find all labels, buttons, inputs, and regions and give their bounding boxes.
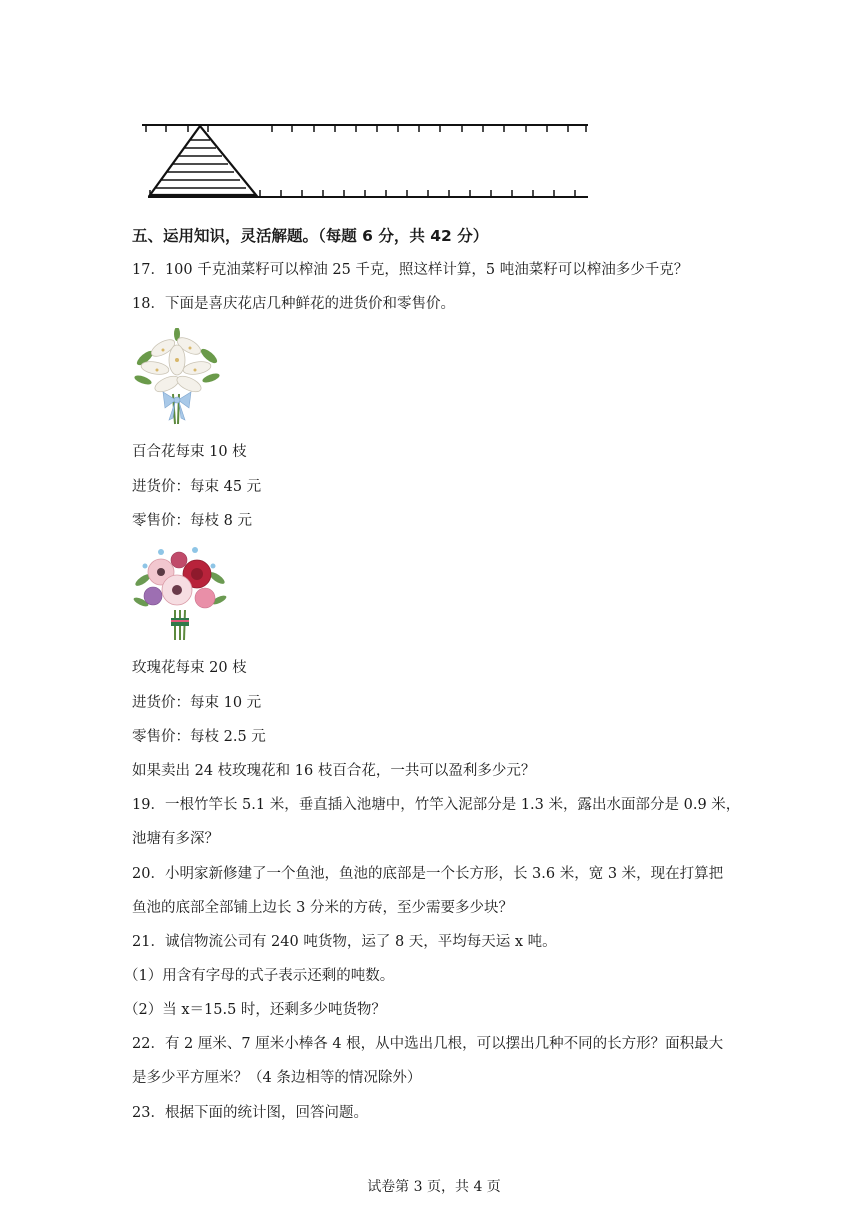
question-18-question: 如果卖出 24 枝玫瑰花和 16 枝百合花，一共可以盈利多少元？: [132, 763, 536, 779]
question-21-part2: （2）当 x＝15.5 时，还剩多少吨货物？: [124, 1002, 386, 1018]
top-rail-ticks: [146, 125, 586, 132]
lily-bouquet-image: [133, 328, 221, 428]
lily-bundle-text: 百合花每束 10 枝: [132, 444, 247, 460]
question-21-part1: （1）用含有字母的式子表示还剩的吨数。: [124, 968, 395, 984]
question-20-line1: 20．小明家新修建了一个鱼池，鱼池的底部是一个长方形，长 3.6 米，宽 3 米，现在打算把: [132, 866, 724, 882]
question-19-line1: 19．一根竹竿长 5.1 米，垂直插入池塘中，竹竿入泥部分是 1.3 米，露出水面部分是 0.9 米，: [132, 797, 741, 813]
rose-bundle-text: 玫瑰花每束 20 枝: [132, 660, 247, 676]
triangle-hatch-lines: [156, 140, 246, 188]
question-23: 23．根据下面的统计图，回答问题。: [132, 1105, 368, 1121]
question-20-line2: 鱼池的底部全部铺上边长 3 分米的方砖，至少需要多少块？: [132, 900, 513, 916]
question-18-stem: 18．下面是喜庆花店几种鲜花的进货价和零售价。: [132, 296, 455, 312]
rose-retail-text: 零售价：每枝 2.5 元: [132, 729, 266, 745]
question-22-line1: 22．有 2 厘米、7 厘米小棒各 4 根，从中选出几根，可以摆出几种不同的长方形？面积最大: [132, 1036, 724, 1052]
question-19-line2: 池塘有多深？: [132, 831, 219, 847]
page-footer: 试卷第 3 页，共 4 页: [367, 1179, 501, 1195]
ruler-triangle-figure: [140, 118, 595, 204]
question-21-stem: 21．诚信物流公司有 240 吨货物，运了 8 天，平均每天运 x 吨。: [132, 934, 557, 950]
triangle-shape: [150, 126, 256, 195]
lily-cost-text: 进货价：每束 45 元: [132, 479, 262, 495]
rose-bouquet-image: [133, 544, 227, 644]
section-title: 五、运用知识，灵活解题。（每题 6 分，共 42 分）: [132, 227, 489, 245]
lily-retail-text: 零售价：每枝 8 元: [132, 513, 252, 529]
question-17: 17．100 千克油菜籽可以榨油 25 千克，照这样计算，5 吨油菜籽可以榨油多少千克？: [132, 262, 689, 278]
rose-cost-text: 进货价：每束 10 元: [132, 695, 262, 711]
question-22-line2: 是多少平方厘米？（4 条边相等的情况除外）: [132, 1070, 422, 1086]
